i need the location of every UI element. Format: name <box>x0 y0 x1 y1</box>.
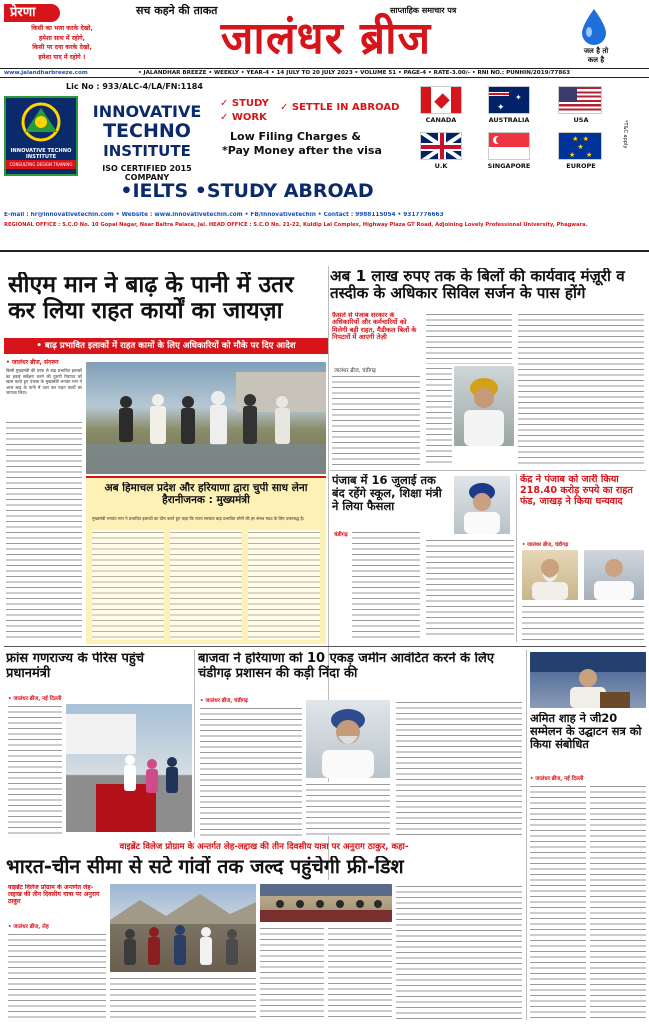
option-study: ✓ STUDY <box>220 98 269 109</box>
story3-col2 <box>426 312 512 364</box>
story7-col1 <box>200 706 302 836</box>
story9-col4 <box>328 926 392 1020</box>
info-bar <box>0 68 649 78</box>
ladakh-group-photo <box>110 884 256 972</box>
story9-col2 <box>110 976 256 1020</box>
jakhar-portrait-photo <box>584 550 644 600</box>
label-singapore: SINGAPORE <box>487 162 531 170</box>
check-icon: ✓ <box>280 102 289 113</box>
official-portrait-photo <box>454 366 514 446</box>
story3-col3 <box>518 312 644 466</box>
water-caption-1: जल है तो <box>583 47 609 55</box>
logo-emblem-icon <box>13 102 69 142</box>
tac-note: *T&C apply <box>622 120 628 149</box>
story3-col2b <box>426 366 452 466</box>
story2-body-col3 <box>248 530 320 640</box>
story9-kicker: वाइब्रेंट विलेज प्रोग्राम के अन्तर्गत लेह-लद्दाख की तीन दिवसीय यात्रा पर अनुराग ठाकुर <box>8 884 100 906</box>
logo-sub: CONSULTING DESIGN TRAINING <box>6 160 76 169</box>
story3-col1 <box>332 374 420 466</box>
license-number: Lic No : 933/ALC-4/LA/FN:1184 <box>66 82 203 91</box>
pay-after: *Pay Money after the visa <box>222 144 382 157</box>
label-europe: EUROPE <box>566 162 596 170</box>
flag-usa <box>558 86 602 114</box>
story1-lead: किसी मुख्यमंत्री की तरफ से बाढ़ प्रभावित इलाकों का हवाई सर्वेक्षण करने की पुरानी रिवायत को खत्म करते हुए पंजाब के मुख्यमंत्री भगवंत मान ने आज बाढ़ के पानी में उतर कर राहत कार्यों का जायज़ा लिया। <box>6 368 82 396</box>
brand-line-2: TECHNO <box>103 120 191 142</box>
story8-headline: अमित शाह ने जी20 सम्मेलन के उद्घाटन सत्र को किया संबोधित <box>530 712 642 752</box>
story3-kicker: फ़ैसले से पंजाब सरकार के अधिकारियों और कर्मचारियों को मिलेगी बड़ी राहत, मैडीकल बिलों के निपटारों में आएगी तेज़ी <box>332 312 417 342</box>
weekly-label: साप्ताहिक समाचार पत्र <box>390 6 457 15</box>
contact-line: E-mail : hr@innovativetechin.com • Website : www.innovativetechin.com • FB/Innovativetechin • Contact : 9988115054 • 9317776663 <box>4 212 444 218</box>
label-usa: USA <box>573 116 589 124</box>
story4-headline: पंजाब में 16 जुलाई तक बंद रहेंगे स्कूल, शिक्षा मंत्री ने लिया फैसला <box>332 474 442 514</box>
logo-text: INNOVATIVE TECHNO INSTITUTE <box>10 148 72 160</box>
newspaper-title: जालंधर ब्रीज <box>220 13 432 64</box>
bajwa-portrait-photo <box>306 700 390 778</box>
iso-badge: ISO CERTIFIED 2015 COMPANY <box>102 164 192 182</box>
option-work: ✓ WORK <box>220 112 267 123</box>
option-settle: ✓ SETTLE IN ABROAD <box>280 102 400 113</box>
story1-body <box>6 420 82 642</box>
inspiration-heading: प्रेरणा <box>4 4 60 22</box>
story6-headline: फ्रांस गणराज्य के पेरिस पहुंचे प्रधानमंत्री <box>6 652 145 681</box>
website-link[interactable]: www.jalandharbreeze.com <box>4 70 88 76</box>
label-uk: U.K <box>434 162 448 170</box>
story1-subhead: • बाढ़ प्रभावित इलाकों में राहत कामों के लिए अधिकारियों को मौके पर दिए आदेश <box>4 338 328 354</box>
flag-singapore <box>488 132 530 160</box>
story9-byline: • जालंधर ब्रीज, लेह <box>8 924 49 930</box>
story2-body <box>92 530 164 640</box>
story6-col1 <box>8 704 62 836</box>
institute-logo <box>4 96 78 176</box>
check-icon: ✓ <box>220 112 229 123</box>
low-fees: Low Filing Charges & <box>230 130 361 143</box>
edition-info: • JALANDHAR BREEZE • WEEKLY • YEAR-4 • 14 JULY TO 20 JULY 2023 • VOLUME 51 • PAGE-4 • RATE-3.00/- • RNI NO.: PUNHIN/2019/77863 <box>138 70 570 76</box>
ladakh-meeting-photo <box>260 884 392 922</box>
story9-col5 <box>396 884 522 1020</box>
ielts-banner: •IELTS •STUDY ABROAD <box>120 180 374 202</box>
story3-headline: अब 1 लाख रुपए तक के बिलों की कार्यवाद मंज़ूरी व तस्दीक के अधिकार सिविल सर्जन के पास होंगे <box>330 268 625 303</box>
education-minister-photo <box>454 476 510 534</box>
flag-australia: ✦ ✦ <box>488 86 530 114</box>
story5-byline: • जालंधर ब्रीज, चंडीगढ़ <box>522 542 569 548</box>
label-australia: AUSTRALIA <box>488 116 530 124</box>
story7-headline: बाजवा ने हरियाणा को 10 एकड़ जमीन आवंटित करने के लिए चंडीगढ़ प्रशासन की कड़ी निंदा की <box>198 652 495 681</box>
tagline: सच कहने की ताकत <box>136 4 218 17</box>
story7-col3 <box>396 700 522 836</box>
story5-headline: केंद्र ने पंजाब को जारी किया 218.40 करोड़ रुपये का राहत फंड, जाखड़ ने किया धन्यवाद <box>520 474 633 508</box>
institute-ad <box>0 80 649 252</box>
brand-line-1: INNOVATIVE <box>92 102 202 121</box>
masthead <box>0 0 649 68</box>
story1-headline: सीएम मान ने बाढ़ के पानी में उतर कर लिया राहत कार्यों का जायज़ा <box>8 272 294 325</box>
flag-europe: ★ ★ ★ ★ ★ <box>558 132 602 160</box>
story8-col2 <box>590 784 646 1018</box>
paris-arrival-photo <box>66 704 192 832</box>
inspiration-box <box>4 4 104 64</box>
vibrant-village-banner: वाइब्रेंट विलेज प्रोग्राम के अन्तर्गत लेह-लद्दाख की तीन दिवसीय यात्रा पर अनुराग ठाकुर, कहा- <box>119 842 409 852</box>
office-line: REGIONAL OFFICE : S.C.O No. 10 Gopal Nagar, Near Baltra Palace, Jal. HEAD OFFICE : S.C.O No. 21-22, Kuldip Lal Complex, Highway Plaza GT Road, Adjoining Lovely Professional University, Phagwara. <box>4 222 588 228</box>
flag-uk <box>420 132 462 160</box>
flag-canada <box>420 86 462 114</box>
brand-line-3: INSTITUTE <box>103 142 191 160</box>
story1-byline: • जालंधर ब्रीज, संगरूर <box>6 359 59 366</box>
story9-headline: भारत-चीन सीमा से सटे गांवों तक जल्द पहुंचेगी फ्री-डिश <box>6 856 404 878</box>
water-caption-2: कल है <box>587 56 605 64</box>
label-canada: CANADA <box>425 116 457 124</box>
story3-byline: जालंधर ब्रीज, चंडीगढ़ <box>334 368 376 374</box>
story2-box <box>86 476 326 644</box>
story2-body-col2 <box>170 530 242 640</box>
story7-col2 <box>306 782 390 836</box>
story2-body-lead: मुख्यमंत्री भगवंत मान ने प्रभावित इलाकों का दौरा करते हुए कहा कि राज्य सरकार बाढ़ प्रभावित लोगों की हर संभव मदद के लिए वचनबद्ध है। <box>92 516 305 521</box>
story4-col2 <box>426 538 514 638</box>
story9-col3 <box>260 926 324 1020</box>
story7-byline: • जालंधर ब्रीज, चंडीगढ़ <box>200 698 248 704</box>
amit-shah-photo <box>530 652 646 708</box>
story4-byline: चंडीगढ़ <box>334 532 348 538</box>
check-icon: ✓ <box>220 98 229 109</box>
story4-col1 <box>352 530 420 638</box>
story8-col1 <box>530 784 586 1018</box>
story2-headline: अब हिमाचल प्रदेश और हरियाणा द्वारा चुपी साध लेना हैरानीजनक : मुख्यमंत्री <box>104 482 308 507</box>
pm-portrait-photo <box>522 550 578 600</box>
inspiration-lines: किसी का भला करके देखो, हमेशा साथ में रहोगे, किसी पर दया करके देखो, हमेशा याद में रहोगे ! <box>31 25 93 61</box>
water-drop-icon <box>580 8 608 46</box>
story5-body <box>522 604 644 640</box>
story6-byline: • जालंधर ब्रीज, नई दिल्ली <box>8 696 62 702</box>
story8-byline: • जालंधर ब्रीज, नई दिल्ली <box>530 776 584 782</box>
story9-col1 <box>8 932 106 1020</box>
cm-flood-photo <box>86 362 326 474</box>
